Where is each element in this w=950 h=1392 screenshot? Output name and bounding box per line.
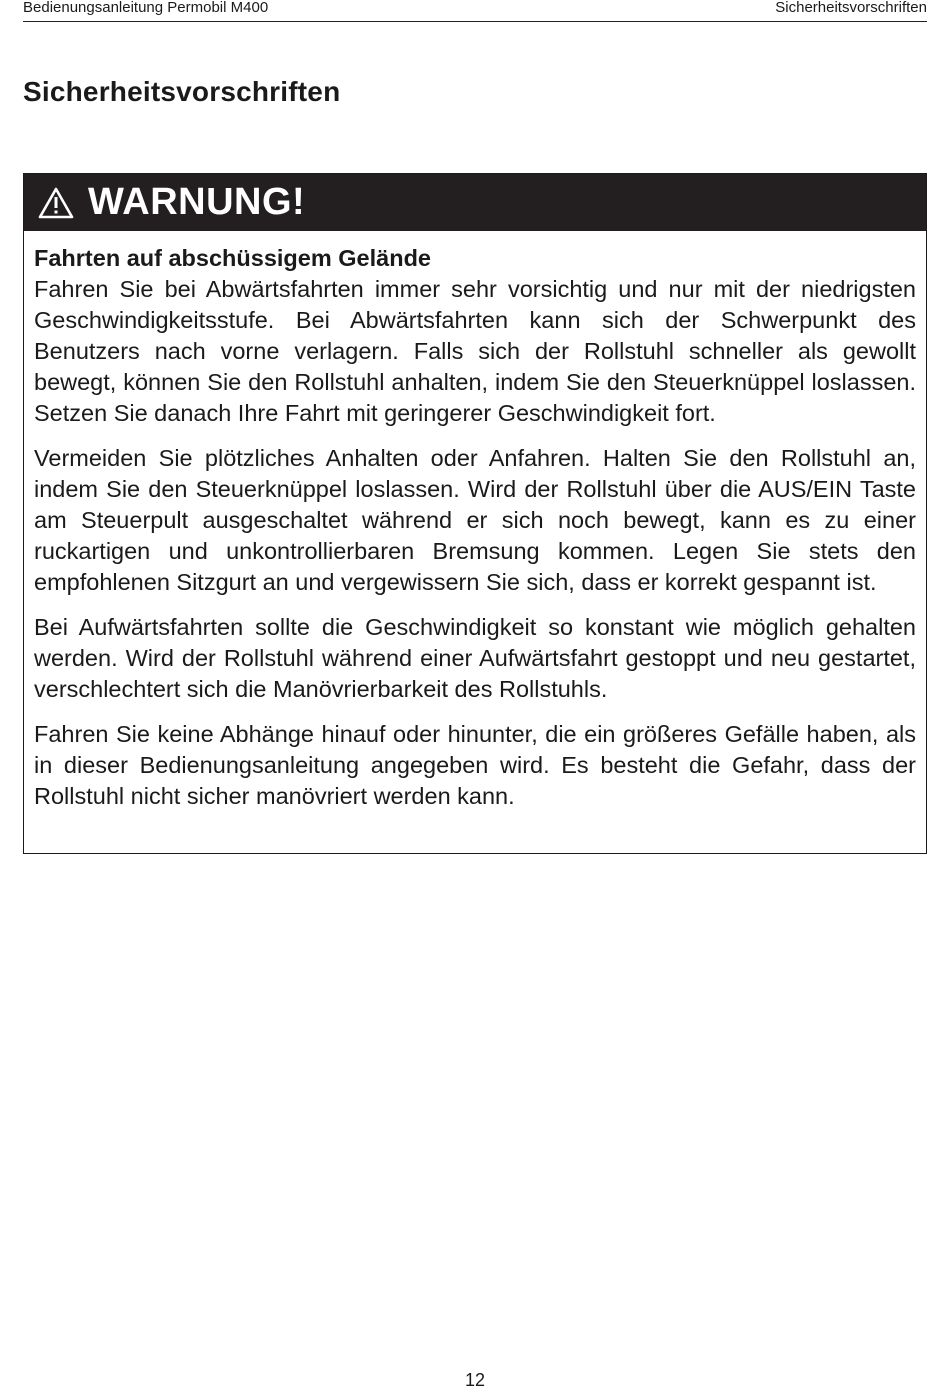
page-number: 12 (464, 1370, 486, 1390)
warning-paragraph: Vermeiden Sie plötzliches Anhalten oder Anfahren. Halten Sie den Rollstuhl an, indem Sie den Steuerknüppel loslassen. Wird der Rollstuhl über die AUS/EIN Taste am Steuerpult ausgeschaltet während er sich noch bewegt, kann es zu einer ruckartigen und unkontrollierbaren Bremsung kommen. Legen Sie stets den empfohlenen Sitzgurt an und vergewissern Sie sich, dass er korrekt gespannt ist. (34, 445, 916, 595)
page-title: Sicherheitsvorschriften (23, 76, 341, 107)
warning-paragraph: Fahren Sie keine Abhänge hinauf oder hinunter, die ein größeres Gefälle haben, als in dieser Bedienungsanleitung angegeben wird. Es besteht die Gefahr, dass der Rollstuhl nicht sicher manövriert werden kann. (34, 721, 916, 809)
document-title: Bedienungsanleitung Permobil M400 (23, 0, 269, 16)
running-header (23, 0, 927, 22)
warning-title: WARNUNG! (88, 181, 306, 223)
section-name: Sicherheitsvorschriften (775, 0, 927, 16)
warning-triangle-icon (38, 187, 74, 219)
warning-box (23, 173, 927, 854)
warning-paragraph: Bei Aufwärtsfahrten sollte die Geschwindigkeit so konstant wie möglich gehalten werden. Wird der Rollstuhl während einer Aufwärtsfahrt gestoppt und neu gestartet, verschlechtert sich die Manövrierbarkeit des Rollstuhls. (34, 614, 916, 702)
warning-paragraph: Fahren Sie bei Abwärtsfahrten immer sehr vorsichtig und nur mit der niedrigsten Geschwindigkeitsstufe. Bei Abwärtsfahrten kann sich der Schwerpunkt des Benutzers nach vorne verlagern. Falls sich der Rollstuhl schneller als gewollt bewegt, können Sie den Rollstuhl anhalten, indem Sie den Steuerknüppel loslassen. Setzen Sie danach Ihre Fahrt mit geringerer Geschwindigkeit fort. (34, 276, 916, 426)
warning-subheading: Fahrten auf abschüssigem Gelände (34, 245, 431, 271)
warning-body (24, 231, 926, 812)
warning-header (24, 174, 926, 231)
